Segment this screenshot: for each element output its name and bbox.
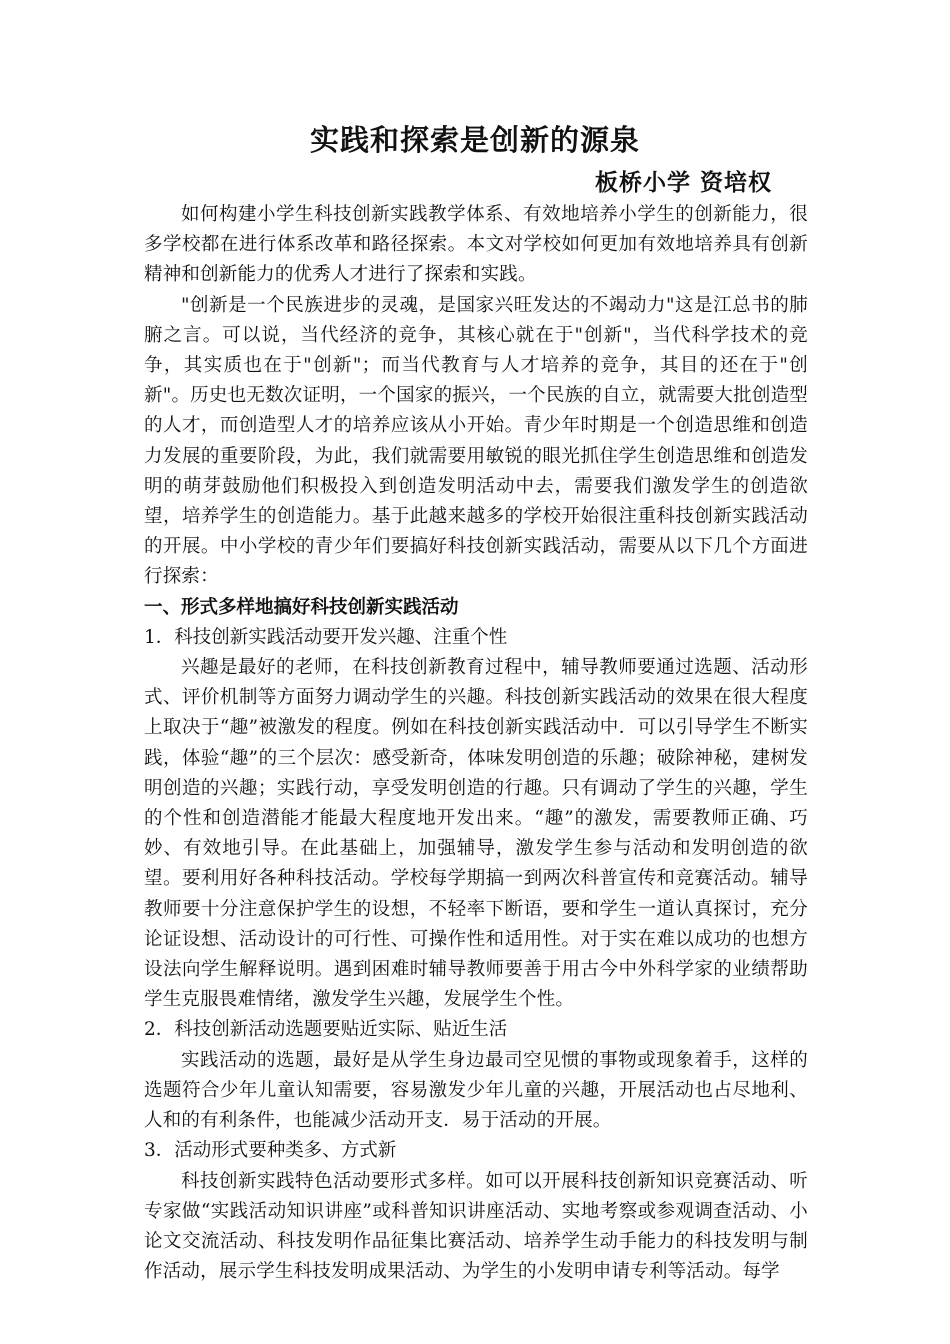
document-title: 实践和探索是创新的源泉 [309,123,640,157]
body-paragraph: "创新是一个民族进步的灵魂，是国家兴旺发达的不竭动力"这是江总书的肺腑之言。可以说，当代经济的竞争，其核心就在于"创新"，当代科学技术的竞争，其实质也在于"创新"；而当代教育与人才培养的竞争，其目的还在于"创新"。历史也无数次证明，一个国家的振兴，一个民族的自立，就需要大批创造型的人才，而创造型人才的培养应该从小开始。青少年时期是一个创造思维和创造力发展的重要阶段，为此，我们就需要用敏锐的眼光抓住学生创造思维和创造发明的萌芽鼓励他们积极投入到创造发明活动中去，需要我们激发学生的创造欲望，培养学生的创造能力。基于此越来越多的学校开始很注重科技创新实践活动的开展。中小学校的青少年们要搞好科技创新实践活动，需要从以下几个方面进行探索： [144,294,808,588]
body-paragraph: 兴趣是最好的老师，在科技创新教育过程中，辅导教师要通过选题、活动形式、评价机制等方面努力调动学生的兴趣。科技创新实践活动的效果在很大程度上取决于“趣”被激发的程度。例如在科技创新实践活动中．可以引导学生不断实践，体验“趣”的三个层次：感受新奇，体味发明创造的乐趣；破除神秘，建树发明创造的兴趣；实践行动，享受发明创造的行趣。只有调动了学生的兴趣，学生的个性和创造潜能才能最大程度地开发出来。“趣”的激发，需要教师正确、巧妙、有效地引导。在此基础上，加强辅导，激发学生参与活动和发明创造的欲望。要利用好各种科技活动。学校每学期搞一到两次科普宣传和竞赛活动。辅导教师要十分注意保护学生的设想，不轻率下断语，要和学生一道认真探讨，充分论证设想、活动设计的可行性、可操作性和适用性。对于实在难以成功的也想方设法向学生解释说明。遇到困难时辅导教师要善于用古今中外科学家的业绩帮助学生克服畏难情绪，激发学生兴趣，发展学生个性。 [144,657,808,1011]
body-paragraph: 科技创新实践特色活动要形式多样。如可以开展科技创新知识竞赛活动、听专家做“实践活动知识讲座”或科普知识讲座活动、实地考察或参观调查活动、小论文交流活动、科技发明作品征集比赛活动、培养学生动手能力的科技发明与制作活动，展示学生科技发明成果活动、为学生的小发明申请专利等活动。每学 [144,1170,808,1283]
subsection-heading: 3．活动形式要种类多、方式新 [144,1140,397,1162]
body-paragraph: 实践活动的选题，最好是从学生身边最司空见惯的事物或现象着手，这样的选题符合少年儿童认知需要，容易激发少年儿童的兴趣，开展活动也占尽地利、人和的有利条件，也能减少活动开支．易于活动的开展。 [144,1049,808,1132]
section-heading: 一、形式多样地搞好科技创新实践活动 [144,596,459,618]
subsection-heading: 2．科技创新活动选题要贴近实际、贴近生活 [144,1019,508,1041]
subsection-heading: 1．科技创新实践活动要开发兴趣、注重个性 [144,626,508,648]
document-body [144,200,808,1287]
intro-paragraph: 如何构建小学生科技创新实践教学体系、有效地培养小学生的创新能力，很多学校都在进行体系改革和路径探索。本文对学校如何更加有效地培养具有创新精神和创新能力的优秀人才进行了探索和实践。 [144,204,808,286]
document-author: 板桥小学 资培权 [594,170,772,196]
